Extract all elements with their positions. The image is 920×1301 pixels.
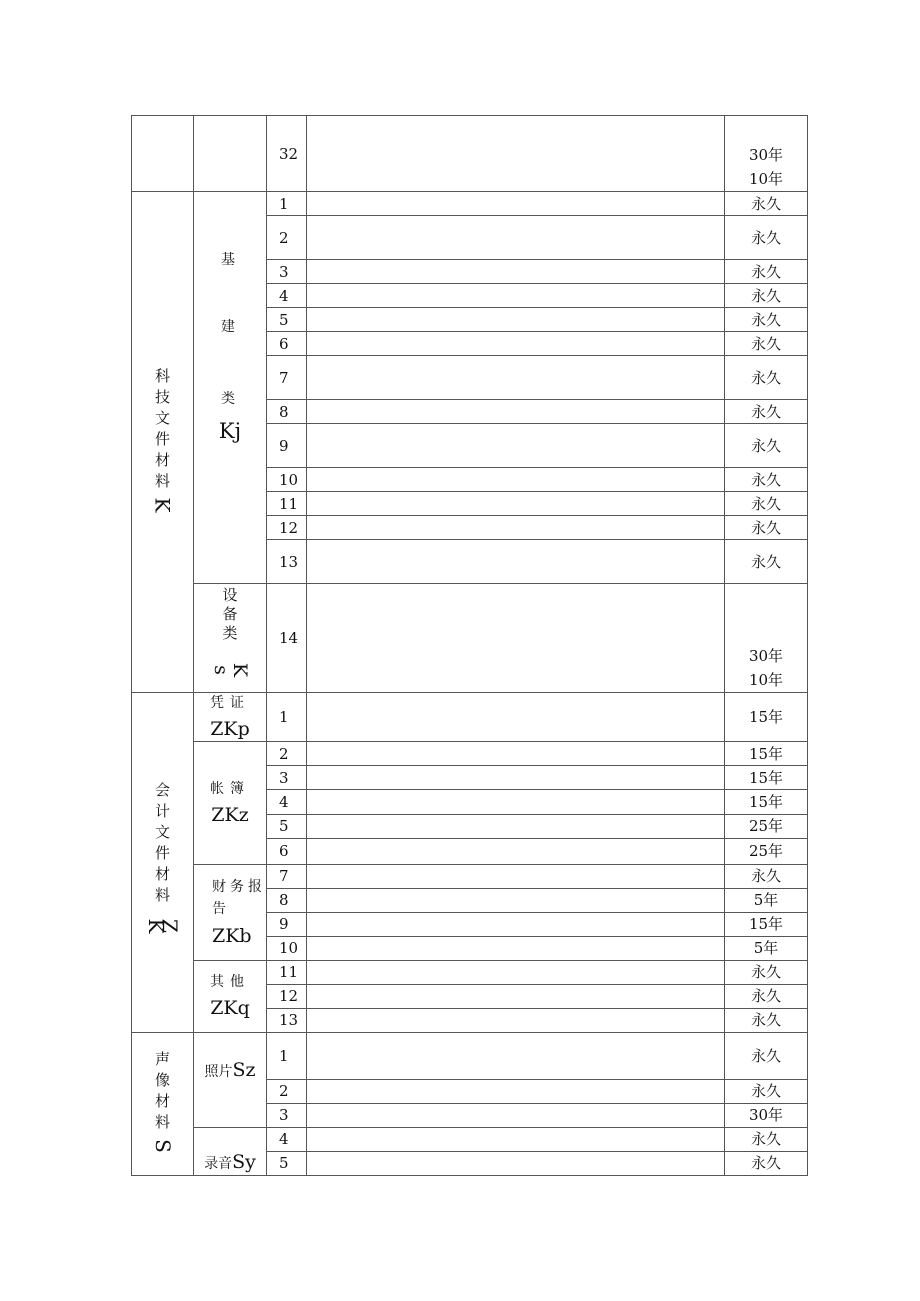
category-code: S (150, 1138, 175, 1153)
row-description (307, 584, 725, 693)
category-keji (132, 192, 194, 693)
retention-period: 30年 10年 (725, 116, 808, 192)
row-number: 1 (267, 693, 307, 742)
row-description (307, 814, 725, 838)
retention-period: 永久 (725, 260, 808, 284)
subcategory-code: ZKq (210, 997, 250, 1020)
row-description (307, 790, 725, 814)
subcategory-char: 基 (221, 251, 239, 268)
retention-period: 永久 (725, 1008, 808, 1032)
retention-period: 15年 (725, 790, 808, 814)
subcategory-label: 设备类 (222, 586, 238, 643)
subcategory-code: Sz (232, 1058, 256, 1081)
row-number: 12 (267, 516, 307, 540)
row-description (307, 936, 725, 960)
category-kuaiji (132, 693, 194, 1032)
subcategory-code: Ks (210, 663, 251, 678)
row-number: 2 (267, 216, 307, 260)
table-row (132, 742, 808, 766)
subcategory-label: 帐簿 (210, 780, 250, 797)
row-description (307, 864, 725, 888)
subcategory-label: 财务报 (212, 879, 266, 896)
retention-period: 永久 (725, 400, 808, 424)
subcategory-label: 其他 (210, 974, 250, 991)
retention-period: 5年 (725, 888, 808, 912)
subcategory-luyin (194, 1127, 267, 1175)
retention-period: 永久 (725, 356, 808, 400)
table-row (132, 584, 808, 693)
row-description (307, 116, 725, 192)
retention-period: 永久 (725, 1032, 808, 1079)
row-number: 3 (267, 766, 307, 790)
table-row (132, 1032, 808, 1079)
category-cell-empty (132, 116, 194, 192)
row-description (307, 260, 725, 284)
row-number: 1 (267, 192, 307, 216)
row-description (307, 284, 725, 308)
row-number: 10 (267, 468, 307, 492)
row-number: 13 (267, 1008, 307, 1032)
row-description (307, 1151, 725, 1175)
row-number: 14 (267, 584, 307, 693)
row-number: 9 (267, 424, 307, 468)
retention-period: 永久 (725, 308, 808, 332)
row-number: 11 (267, 960, 307, 984)
category-shengxiang (132, 1032, 194, 1175)
row-number: 5 (267, 308, 307, 332)
table-row (132, 116, 808, 192)
subcategory-label: 录音 (204, 1156, 233, 1172)
row-description (307, 216, 725, 260)
subcategory-char: 类 (221, 390, 239, 407)
table-row (132, 864, 808, 888)
row-description (307, 960, 725, 984)
row-number: 5 (267, 814, 307, 838)
retention-period: 30年 10年 (725, 584, 808, 693)
row-number: 11 (267, 492, 307, 516)
retention-period: 永久 (725, 492, 808, 516)
row-description (307, 1079, 725, 1103)
row-description (307, 1127, 725, 1151)
row-description (307, 766, 725, 790)
retention-period: 15年 (725, 693, 808, 742)
subcategory-label: 告 (212, 901, 230, 918)
subcategory-pingzheng (194, 693, 267, 742)
row-number: 7 (267, 864, 307, 888)
row-description (307, 984, 725, 1008)
subcategory-caiwu (194, 864, 267, 960)
subcategory-label: 照片 (204, 1063, 233, 1080)
retention-period: 25年 (725, 814, 808, 838)
row-number: 8 (267, 888, 307, 912)
row-number: 1 (267, 1032, 307, 1079)
subcategory-zhaopian (194, 1032, 267, 1127)
category-label: 会计文件材料 (154, 780, 170, 904)
row-description (307, 742, 725, 766)
row-description (307, 540, 725, 584)
row-number: 3 (267, 260, 307, 284)
subcategory-code: ZKb (212, 925, 252, 948)
retention-period: 30年 (725, 1103, 808, 1127)
subcategory-code: Sy (232, 1151, 256, 1173)
row-number: 6 (267, 838, 307, 864)
row-description (307, 492, 725, 516)
retention-table (131, 115, 808, 1176)
row-description (307, 838, 725, 864)
subcategory-label: 凭证 (210, 695, 250, 712)
row-description (307, 888, 725, 912)
row-number: 7 (267, 356, 307, 400)
subcategory-code: ZKp (210, 718, 250, 741)
retention-period: 永久 (725, 1151, 808, 1175)
row-number: 32 (267, 116, 307, 192)
row-number: 4 (267, 1127, 307, 1151)
retention-period: 永久 (725, 332, 808, 356)
row-number: 2 (267, 1079, 307, 1103)
subcategory-zhangbu (194, 742, 267, 864)
row-description (307, 693, 725, 742)
retention-period: 永久 (725, 960, 808, 984)
row-description (307, 424, 725, 468)
row-description (307, 400, 725, 424)
retention-period: 5年 (725, 936, 808, 960)
retention-period: 永久 (725, 284, 808, 308)
category-code: K (150, 497, 175, 513)
table-row (132, 960, 808, 984)
row-description (307, 332, 725, 356)
row-number: 10 (267, 936, 307, 960)
retention-period: 15年 (725, 766, 808, 790)
subcategory-shebei (194, 584, 267, 693)
row-number: 9 (267, 912, 307, 936)
retention-period: 永久 (725, 1079, 808, 1103)
subcategory-qita (194, 960, 267, 1032)
retention-period: 25年 (725, 838, 808, 864)
retention-period: 永久 (725, 984, 808, 1008)
row-description (307, 516, 725, 540)
subcategory-code: Kj (218, 418, 242, 443)
retention-period: 永久 (725, 468, 808, 492)
row-number: 6 (267, 332, 307, 356)
retention-period: 15年 (725, 912, 808, 936)
row-description (307, 912, 725, 936)
row-description (307, 1032, 725, 1079)
category-label: 科技文件材料 (154, 367, 170, 491)
retention-period: 永久 (725, 424, 808, 468)
retention-period: 永久 (725, 216, 808, 260)
subcategory-jijian (194, 192, 267, 584)
row-number: 12 (267, 984, 307, 1008)
row-description (307, 468, 725, 492)
row-description (307, 1103, 725, 1127)
table-row (132, 1127, 808, 1151)
retention-period: 永久 (725, 864, 808, 888)
category-code: ZK (143, 918, 182, 933)
retention-period: 永久 (725, 516, 808, 540)
retention-period: 永久 (725, 540, 808, 584)
row-number: 8 (267, 400, 307, 424)
retention-period: 15年 (725, 742, 808, 766)
subcategory-code: ZKz (211, 803, 249, 826)
retention-period: 永久 (725, 1127, 808, 1151)
row-description (307, 1008, 725, 1032)
row-description (307, 356, 725, 400)
row-number: 4 (267, 790, 307, 814)
row-number: 5 (267, 1151, 307, 1175)
subcategory-char: 建 (221, 318, 239, 335)
row-description (307, 192, 725, 216)
category-label: 声像材料 (154, 1049, 170, 1131)
subcategory-cell-empty (194, 116, 267, 192)
row-number: 2 (267, 742, 307, 766)
table-row (132, 192, 808, 216)
table-row (132, 693, 808, 742)
row-number: 13 (267, 540, 307, 584)
row-number: 3 (267, 1103, 307, 1127)
retention-period: 永久 (725, 192, 808, 216)
row-number: 4 (267, 284, 307, 308)
row-description (307, 308, 725, 332)
